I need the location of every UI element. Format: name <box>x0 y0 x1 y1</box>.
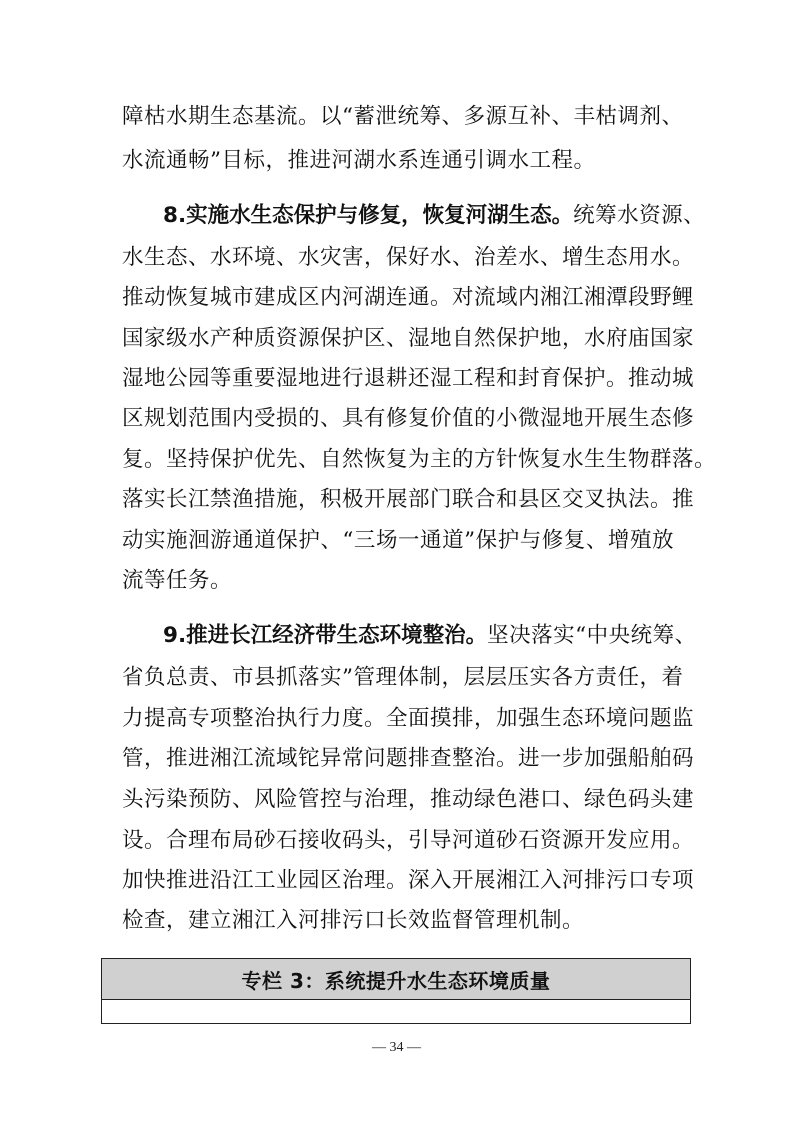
paragraph-line: 推动恢复城市建成区内河湖连通。对流域内湘江湘潭段野鲤 <box>122 285 695 310</box>
paragraph-line: 头污染预防、风险管控与治理，推动绿色港口、绿色码头建 <box>122 787 695 812</box>
paragraph-line: 湿地公园等重要湿地进行退耕还湿工程和封育保护。推动城 <box>122 366 695 391</box>
paragraph-line: 落实长江禁渔措施，积极开展部门联合和县区交叉执法。推 <box>122 487 695 512</box>
paragraph-line: 省负总责、市县抓落实”管理体制，层层压实各方责任，着 <box>122 665 684 690</box>
paragraph-line: 设。合理布局砂石接收码头，引导河道砂石资源开发应用。 <box>122 828 695 853</box>
section-9-first-line <box>163 621 697 651</box>
paragraph-line: 区规划范围内受损的、具有修复价值的小微湿地开展生态修 <box>122 406 695 431</box>
column-box <box>101 958 691 1024</box>
section-8-heading: 8.实施水生态保护与修复，恢复河湖生态。 <box>163 203 574 228</box>
paragraph-line: 动实施洄游通道保护、“三场一通道”保护与修复、增殖放 <box>122 528 674 553</box>
paragraph-line: 水生态、水环境、水灾害，保好水、治差水、增生态用水。 <box>122 245 695 270</box>
paragraph-line: 复。坚持保护优先、自然恢复为主的方针恢复水生生物群落。 <box>122 447 717 472</box>
paragraph-line: 加快推进沿江工业园区治理。深入开展湘江入河排污口专项 <box>122 868 695 893</box>
page-number: — 34 — <box>372 1040 421 1055</box>
paragraph-line: 检查，建立湘江入河排污口长效监督管理机制。 <box>122 908 585 933</box>
section-8-first-tail: 统筹水资源、 <box>573 203 706 228</box>
paragraph-line: 流等任务。 <box>122 568 233 593</box>
paragraph-line: 障枯水期生态基流。以“蓄泄统筹、多源互补、丰枯调剂、 <box>122 104 684 129</box>
section-9-first-tail: 坚决落实“中央统筹、 <box>487 623 697 648</box>
paragraph-line: 力提高专项整治执行力度。全面摸排，加强生态环境问题监 <box>122 706 695 731</box>
column-box-title: 专栏 3：系统提升水生态环境质量 <box>102 959 690 1000</box>
section-9-heading: 9.推进长江经济带生态环境整治。 <box>163 623 488 648</box>
section-8-first-line <box>163 201 706 231</box>
paragraph-line: 国家级水产种质资源保护区、湿地自然保护地，水府庙国家 <box>122 326 695 351</box>
column-box-body <box>102 1000 690 1023</box>
paragraph-line: 水流通畅”目标，推进河湖水系连通引调水工程。 <box>122 148 596 173</box>
paragraph-line: 管，推进湘江流域铊异常问题排查整治。进一步加强船舶码 <box>122 746 695 771</box>
